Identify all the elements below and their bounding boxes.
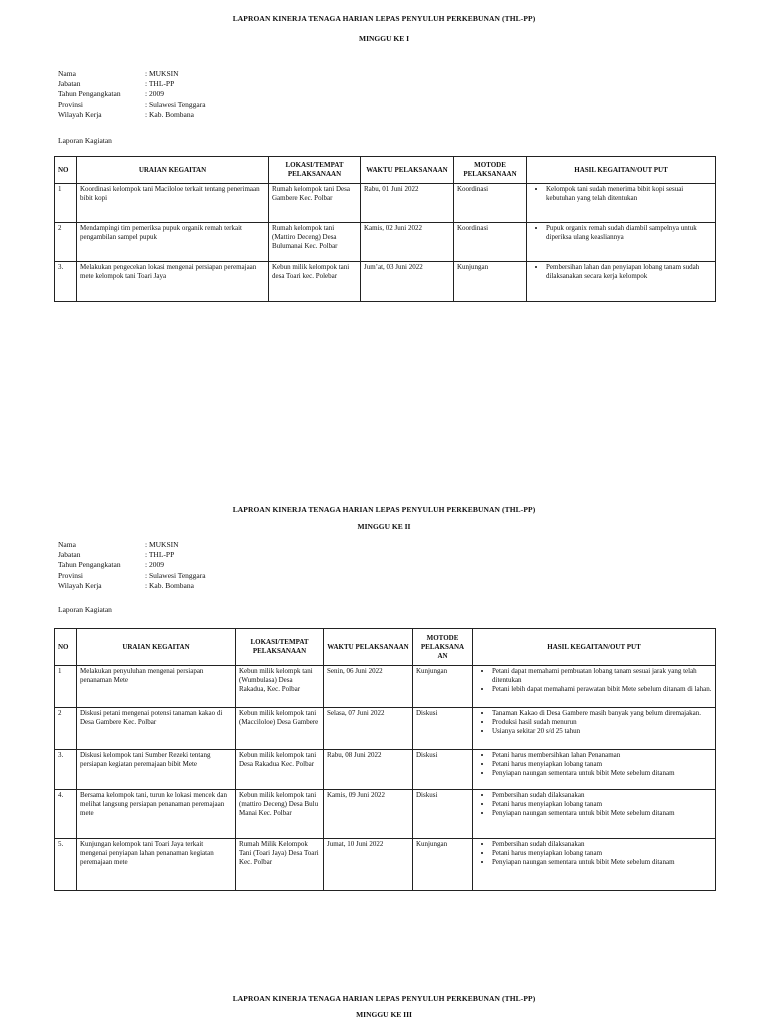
activity-table [54,156,716,302]
cell-lokasi: Kebun milik kelompok tani desa Toari kec. Polebar [269,262,361,302]
cell-hasil [527,184,716,223]
result-item: • Usianya sekitar 20 s/d 25 tahun [492,727,712,736]
cell-waktu: Kamis, 02 Juni 2022 [361,223,454,262]
result-item: • Penyiapan naungan sementara untuk bibit Mete sebelum ditanam [492,809,712,818]
result-item: • Petani harus menyiapkan lobang tanam [492,760,712,769]
info-value: : 2009 [145,89,164,99]
cell-hasil [473,790,716,839]
table-row [55,790,716,839]
result-item: • Penyiapan naungan sementara untuk bibit Mete sebelum ditanam [492,769,712,778]
result-item: • Pembersihan sudah dilaksanakan [492,791,712,800]
cell-metode: Koordinasi [454,223,527,262]
cell-hasil [527,262,716,302]
cell-lokasi: Rumah Milik Kelompok Tani (Toari Jaya) Desa Toari Kec. Polbar [236,839,324,891]
cell-waktu: Rabu, 08 Juni 2022 [324,750,413,790]
cell-no: 2 [55,223,77,262]
result-item: • Petani harus menyiapkan lobang tanam [492,849,712,858]
cell-hasil [473,708,716,750]
info-value: : MUKSIN [145,540,179,549]
cell-uraian: Diskusi petani mengenai potensi tanaman kakao di Desa Gambere Kec. Polbar [77,708,236,750]
result-item: • Tanaman Kakao di Desa Gambere masih banyak yang belum diremajakan. [492,709,712,718]
col-header-metode: MOTODE PELAKSANA AN [413,629,473,666]
col-header-uraian: URAIAN KEGAITAN [77,629,236,666]
cell-waktu: Rabu, 01 Juni 2022 [361,184,454,223]
table-row [55,750,716,790]
info-value: : Sulawesi Tenggara [145,570,206,580]
cell-no: 1 [55,184,77,223]
col-header-uraian: URAIAN KEGAITAN [77,157,269,184]
activity-table [54,628,716,891]
col-header-metode: MOTODE PELAKSANAAN [454,157,527,184]
report-subheading: Laporan Kagiatan [58,136,112,145]
col-header-no: NO [55,157,77,184]
cell-lokasi: Rumah kelompok tani (Mattiro Deceng) Desa Bulumanai Kec. Polbar [269,223,361,262]
cell-lokasi: Kebun milik kelompok tani (Macciloloe) Desa Gambere [236,708,324,750]
result-item: • Pembersihan sudah dilaksanakan [492,840,712,849]
cell-metode: Diskusi [413,750,473,790]
report-title: LAPROAN KINERJA TENAGA HARIAN LEPAS PENYULUH PERKEBUNAN (THL-PP) [232,994,536,1003]
identity-block [58,69,206,120]
info-value: : THL-PP [145,550,175,560]
col-header-hasil: HASIL KEGAITAN/OUT PUT [527,157,716,184]
info-label: Provinsi [58,570,84,580]
info-label: Tahun Pengangkatan [58,560,121,570]
cell-hasil [527,223,716,262]
report-subheading: Laporan Kagiatan [58,605,112,614]
cell-no: 3. [55,750,77,790]
cell-no: 2 [55,708,77,750]
cell-uraian: Bersama kelompok tani, turun ke lokasi mencek dan melihat langsung persiapan penanaman peremajaan mete [77,790,236,839]
result-item: • Petani harus membersihkan lahan Penanaman [492,751,712,760]
cell-metode: Diskusi [413,790,473,839]
cell-waktu: Jumat, 10 Juni 2022 [324,839,413,891]
cell-waktu: Jum’at, 03 Juni 2022 [361,262,454,302]
cell-uraian: Kunjungan kelompok tani Toari Jaya terkait mengenai penyiapan lahan penanaman kegiatan peremajaan mete [77,839,236,891]
info-label: Wilayah Kerja [58,109,102,119]
cell-no: 1 [55,666,77,708]
info-value: : THL-PP [145,79,175,89]
info-label: Jabatan [58,550,81,560]
col-header-waktu: WAKTU PELAKSANAAN [361,157,454,184]
cell-hasil [473,750,716,790]
cell-metode: Kunjungan [413,666,473,708]
result-item: • Petani harus menyiapkan lobang tanam [492,800,712,809]
report-title: LAPROAN KINERJA TENAGA HARIAN LEPAS PENYULUH PERKEBUNAN (THL-PP) [232,14,536,23]
table-row [55,666,716,708]
cell-hasil [473,839,716,891]
cell-lokasi: Kebun milik kelompk tani (Wumbulasa) Desa Rakadua, Kec. Polbar [236,666,324,708]
info-value: : Kab. Bombana [145,109,194,119]
col-header-lokasi: LOKASI/TEMPAT PELAKSANAAN [269,157,361,184]
week-label: MINGGU KE II [357,522,411,531]
cell-no: 4. [55,790,77,839]
result-item: • Produksi hasil sudah menurun [492,718,712,727]
col-header-lokasi: LOKASI/TEMPAT PELAKSANAAN [236,629,324,666]
table-row [55,223,716,262]
info-label: Jabatan [58,79,81,89]
cell-uraian: Mendampingi tim pemeriksa pupuk organik remah terkait pengambilan sampel pupuk [77,223,269,262]
info-label: Tahun Pengangkatan [58,89,121,99]
col-header-no: NO [55,629,77,666]
result-item: • Penyiapan naungan sementara untuk bibit Mete sebelum ditanam [492,858,712,867]
cell-waktu: Senin, 06 Juni 2022 [324,666,413,708]
result-item: • Pembersihan lahan dan penyiapan lobang tanam sudah dilaksanakan secara kerja kelompok [546,263,712,281]
cell-uraian: Melakukan pengecekan lokasi mengenai persiapan peremajaan mete kelompok tani Toari Jaya [77,262,269,302]
info-value: : Sulawesi Tenggara [145,99,206,109]
cell-waktu: Kamis, 09 Juni 2022 [324,790,413,839]
cell-metode: Koordinasi [454,184,527,223]
report-title: LAPROAN KINERJA TENAGA HARIAN LEPAS PENYULUH PERKEBUNAN (THL-PP) [232,505,536,514]
cell-no: 5. [55,839,77,891]
col-header-waktu: WAKTU PELAKSANAAN [324,629,413,666]
info-label: Provinsi [58,99,84,109]
info-label: Wilayah Kerja [58,580,102,590]
table-row [55,839,716,891]
info-value: : Kab. Bombana [145,580,194,590]
week-label: MINGGU KE I [358,34,409,43]
result-item: • Petani lebih dapat memahami perawatan bibit Mete sebelum ditanam di lahan. [492,685,712,694]
info-value: : 2009 [145,560,164,570]
cell-metode: Kunjungan [413,839,473,891]
info-value: : MUKSIN [145,69,179,78]
result-item: • Petani dapat memahami pembuatan lobang tanam sesuai jarak yang telah ditentukan [492,667,712,685]
cell-uraian: Diskusi kelompok tani Sumber Rezeki tentang persiapan kegiatan peremajaan bibit Mete [77,750,236,790]
table-row [55,262,716,302]
cell-lokasi: Kebun milik kelompok tani (mattiro Deceng) Desa Bulu Manai Kec. Polbar [236,790,324,839]
info-label: Nama [58,69,76,78]
cell-waktu: Selasa, 07 Juni 2022 [324,708,413,750]
cell-uraian: Koordinasi kelompok tani Maciloloe terkait tentang penerimaan bibit kopi [77,184,269,223]
cell-uraian: Melakukan penyuluhan mengenai persiapan penanaman Mete [77,666,236,708]
cell-metode: Diskusi [413,708,473,750]
cell-lokasi: Rumah kelompok tani Desa Gambere Kec. Polbar [269,184,361,223]
info-label: Nama [58,540,76,549]
result-item: • Kelompok tani sudah menerima bibit kopi sesuai kebutuhan yang telah ditentukan [546,185,712,203]
col-header-hasil: HASIL KEGAITAN/OUT PUT [473,629,716,666]
table-row [55,184,716,223]
cell-no: 3. [55,262,77,302]
week-label: MINGGU KE III [356,1010,412,1019]
cell-metode: Kunjungan [454,262,527,302]
identity-block [58,540,206,591]
cell-hasil [473,666,716,708]
result-item: • Pupuk organix remah sudah diambil sampelnya untuk diperiksa ulang keasliannya [546,224,712,242]
table-row [55,708,716,750]
cell-lokasi: Kebun milik kelompok tani Desa Rakadua Kec. Polbar [236,750,324,790]
